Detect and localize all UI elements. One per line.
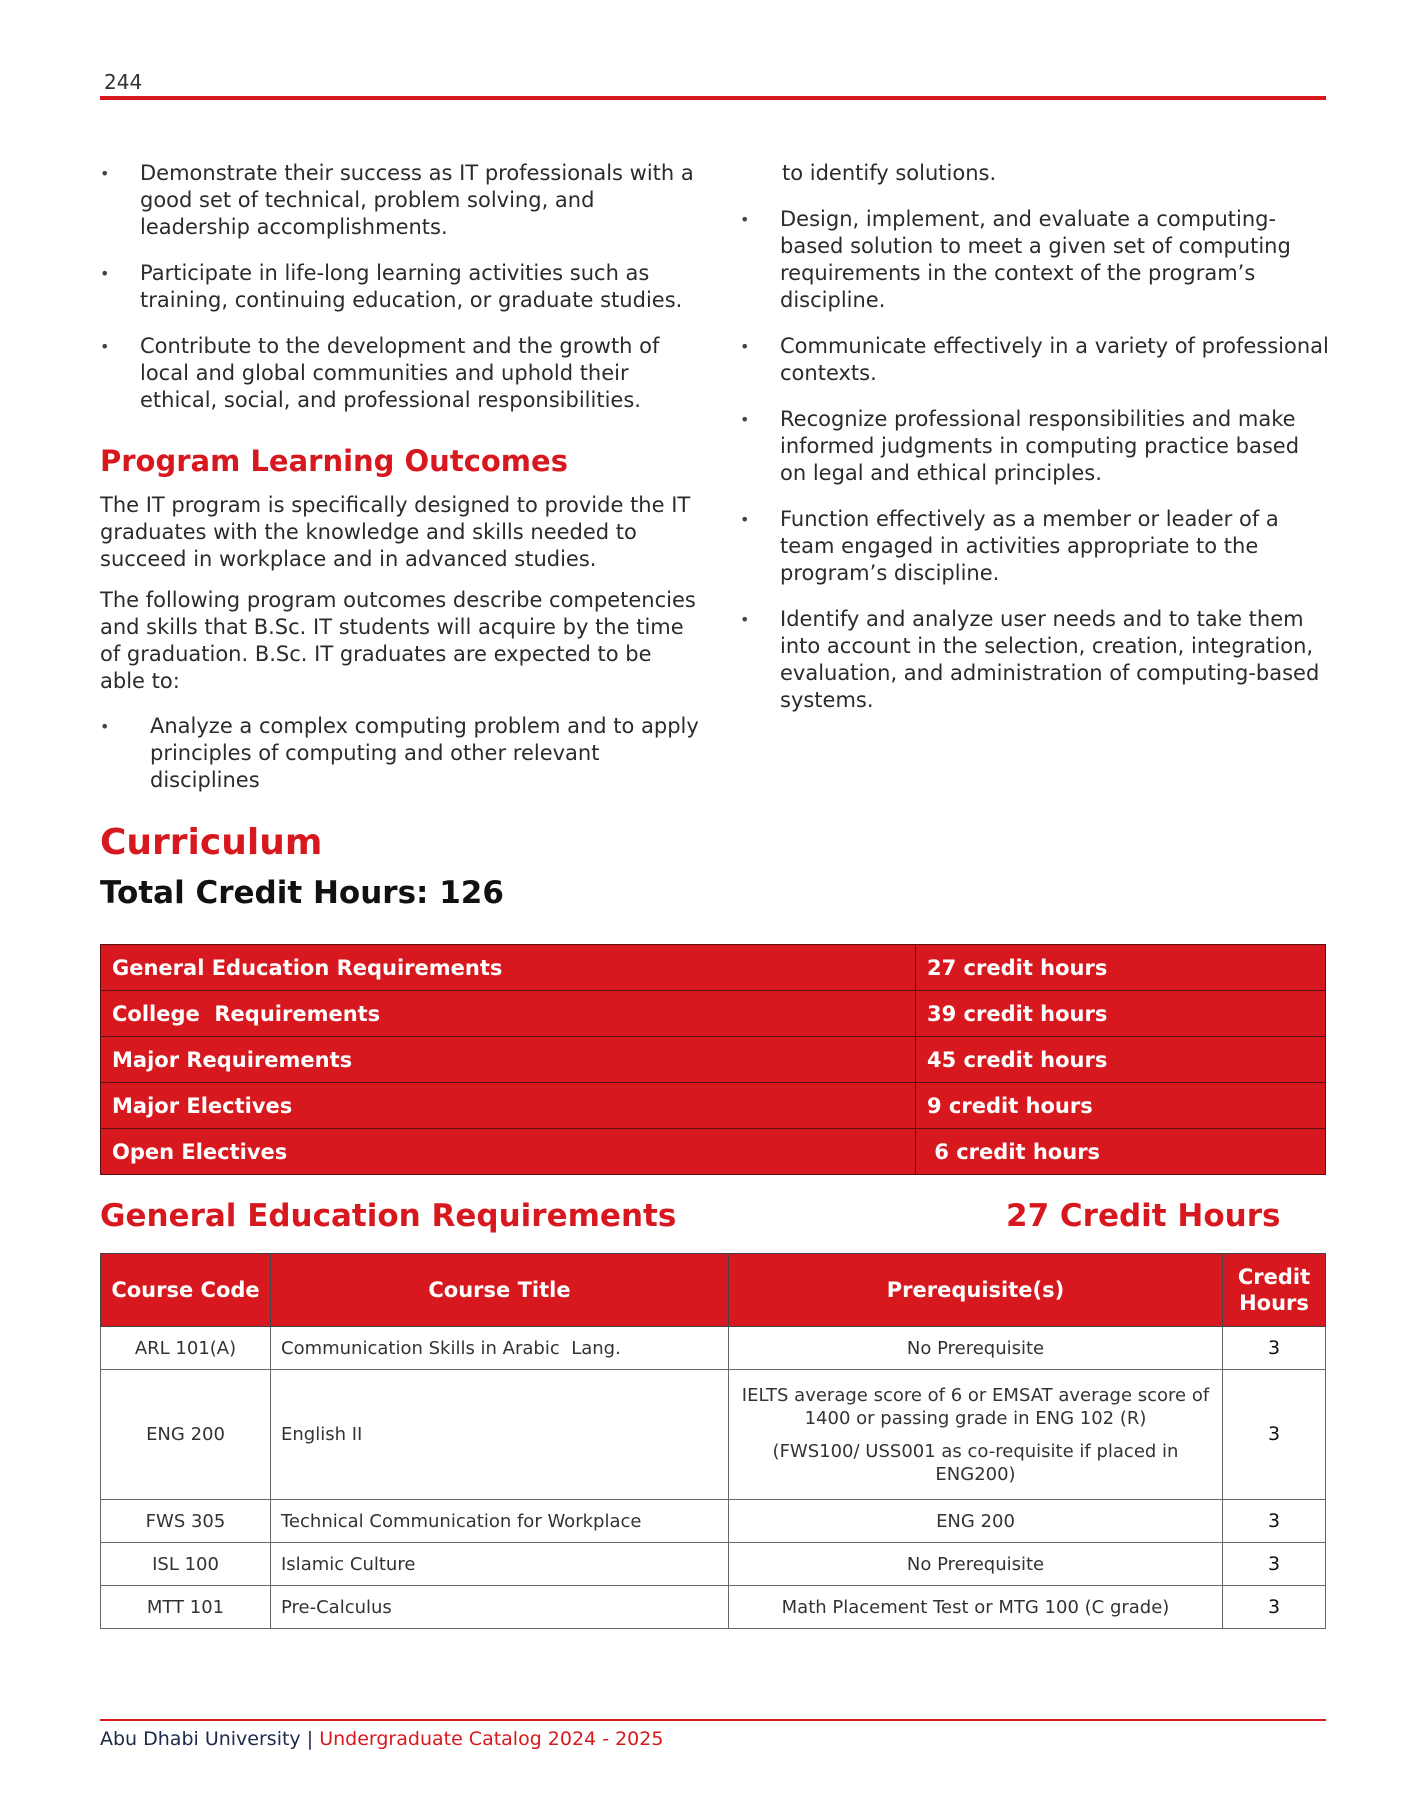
summary-label: Major Electives bbox=[101, 1083, 916, 1129]
plo-paragraph: The IT program is specifically designed to provide the IT graduates with the knowledge and skills needed to succeed in workplace and in advanced studies. bbox=[100, 493, 691, 571]
list-item: • Function effectively as a member or leader of a team engaged in activities appropriate to the program’s discipline. bbox=[740, 506, 1330, 587]
course-code: MTT 101 bbox=[101, 1586, 271, 1629]
column-header-code: Course Code bbox=[101, 1254, 271, 1327]
course-code: ENG 200 bbox=[101, 1370, 271, 1500]
table-row bbox=[101, 945, 1326, 991]
course-credit: 3 bbox=[1223, 1500, 1326, 1543]
course-prereq: Math Placement Test or MTG 100 (C grade) bbox=[729, 1586, 1223, 1629]
right-column bbox=[740, 160, 1330, 733]
table-row bbox=[101, 1543, 1326, 1586]
table-row bbox=[101, 1500, 1326, 1543]
curriculum-heading: Curriculum bbox=[100, 822, 323, 863]
table-row bbox=[101, 991, 1326, 1037]
table-header-row bbox=[101, 1254, 1326, 1327]
course-title: Pre-Calculus bbox=[271, 1586, 729, 1629]
prereq-line: IELTS average score of 6 or EMSAT average score of 1400 or passing grade in ENG 102 (R) bbox=[741, 1384, 1210, 1429]
outcome-continuation: to identify solutions. bbox=[782, 161, 997, 185]
course-credit: 3 bbox=[1223, 1370, 1326, 1500]
summary-label: General Education Requirements bbox=[101, 945, 916, 991]
plo-paragraph: The following program outcomes describe competencies and skills that B.Sc. IT students will acquire by the time of graduation. B.Sc. IT graduates are expected to be able to: bbox=[100, 588, 696, 693]
list-item: • Identify and analyze user needs and to take them into account in the selection, creation, integration, evaluation, and administration of computing-based systems. bbox=[740, 606, 1330, 714]
footer-separator: | bbox=[306, 1728, 314, 1750]
course-title: Communication Skills in Arabic Lang. bbox=[271, 1327, 729, 1370]
prereq-note: (FWS100/ USS001 as co-requisite if placed in ENG200) bbox=[772, 1440, 1179, 1485]
course-title: Islamic Culture bbox=[271, 1543, 729, 1586]
column-header-title: Course Title bbox=[271, 1254, 729, 1327]
course-prereq: No Prerequisite bbox=[729, 1327, 1223, 1370]
course-title: Technical Communication for Workplace bbox=[271, 1500, 729, 1543]
course-credit: 3 bbox=[1223, 1543, 1326, 1586]
table-row bbox=[101, 1586, 1326, 1629]
course-credit: 3 bbox=[1223, 1327, 1326, 1370]
course-prereq bbox=[729, 1370, 1223, 1500]
footer-university: Abu Dhabi University bbox=[100, 1728, 301, 1750]
gen-ed-heading: General Education Requirements bbox=[100, 1198, 677, 1234]
summary-hours: 45 credit hours bbox=[916, 1037, 1326, 1083]
list-item: • Communicate effectively in a variety of professional contexts. bbox=[740, 333, 1330, 387]
list-item: • Design, implement, and evaluate a computing-based solution to meet a given set of computing requirements in the context of the program’s discipline. bbox=[740, 206, 1330, 314]
outcomes-list-continued bbox=[740, 206, 1330, 714]
summary-label: Open Electives bbox=[101, 1129, 916, 1175]
course-prereq: ENG 200 bbox=[729, 1500, 1223, 1543]
course-code: ISL 100 bbox=[101, 1543, 271, 1586]
credit-header-line: Hours bbox=[1239, 1291, 1309, 1315]
summary-label: College Requirements bbox=[101, 991, 916, 1037]
course-credit: 3 bbox=[1223, 1586, 1326, 1629]
list-item: • Participate in life-long learning activities such as training, continuing education, or graduate studies. bbox=[100, 260, 700, 314]
summary-label: Major Requirements bbox=[101, 1037, 916, 1083]
table-row bbox=[101, 1327, 1326, 1370]
header-divider bbox=[100, 96, 1326, 100]
gen-ed-course-table bbox=[100, 1253, 1326, 1629]
table-row bbox=[101, 1370, 1326, 1500]
plo-heading: Program Learning Outcomes bbox=[100, 444, 568, 478]
course-code: FWS 305 bbox=[101, 1500, 271, 1543]
summary-hours: 6 credit hours bbox=[916, 1129, 1326, 1175]
footer bbox=[100, 1728, 663, 1750]
footer-catalog: Undergraduate Catalog 2024 - 2025 bbox=[319, 1728, 664, 1750]
outcomes-list bbox=[100, 713, 700, 794]
footer-divider bbox=[100, 1719, 1326, 1721]
credit-summary-table bbox=[100, 944, 1326, 1175]
list-item: • Analyze a complex computing problem and to apply principles of computing and other relevant disciplines bbox=[100, 713, 700, 794]
summary-hours: 39 credit hours bbox=[916, 991, 1326, 1037]
list-item: • Recognize professional responsibilities and make informed judgments in computing practice based on legal and ethical principles. bbox=[740, 406, 1330, 487]
total-credit-hours: Total Credit Hours: 126 bbox=[100, 875, 504, 911]
table-row bbox=[101, 1129, 1326, 1175]
table-row bbox=[101, 1037, 1326, 1083]
column-header-credit bbox=[1223, 1254, 1326, 1327]
list-item: • Demonstrate their success as IT professionals with a good set of technical, problem solving, and leadership accomplishments. bbox=[100, 160, 700, 241]
column-header-prereq: Prerequisite(s) bbox=[729, 1254, 1223, 1327]
gen-ed-hours: 27 Credit Hours bbox=[1006, 1198, 1281, 1234]
summary-hours: 9 credit hours bbox=[916, 1083, 1326, 1129]
course-code: ARL 101(A) bbox=[101, 1327, 271, 1370]
goals-list bbox=[100, 160, 700, 414]
page-number: 244 bbox=[104, 70, 143, 94]
left-column bbox=[100, 160, 700, 813]
table-row bbox=[101, 1083, 1326, 1129]
credit-header-line: Credit bbox=[1237, 1265, 1311, 1289]
list-item: • Contribute to the development and the growth of local and global communities and uphold their ethical, social, and professional responsibilities. bbox=[100, 333, 700, 414]
course-title: English II bbox=[271, 1370, 729, 1500]
course-prereq: No Prerequisite bbox=[729, 1543, 1223, 1586]
summary-hours: 27 credit hours bbox=[916, 945, 1326, 991]
